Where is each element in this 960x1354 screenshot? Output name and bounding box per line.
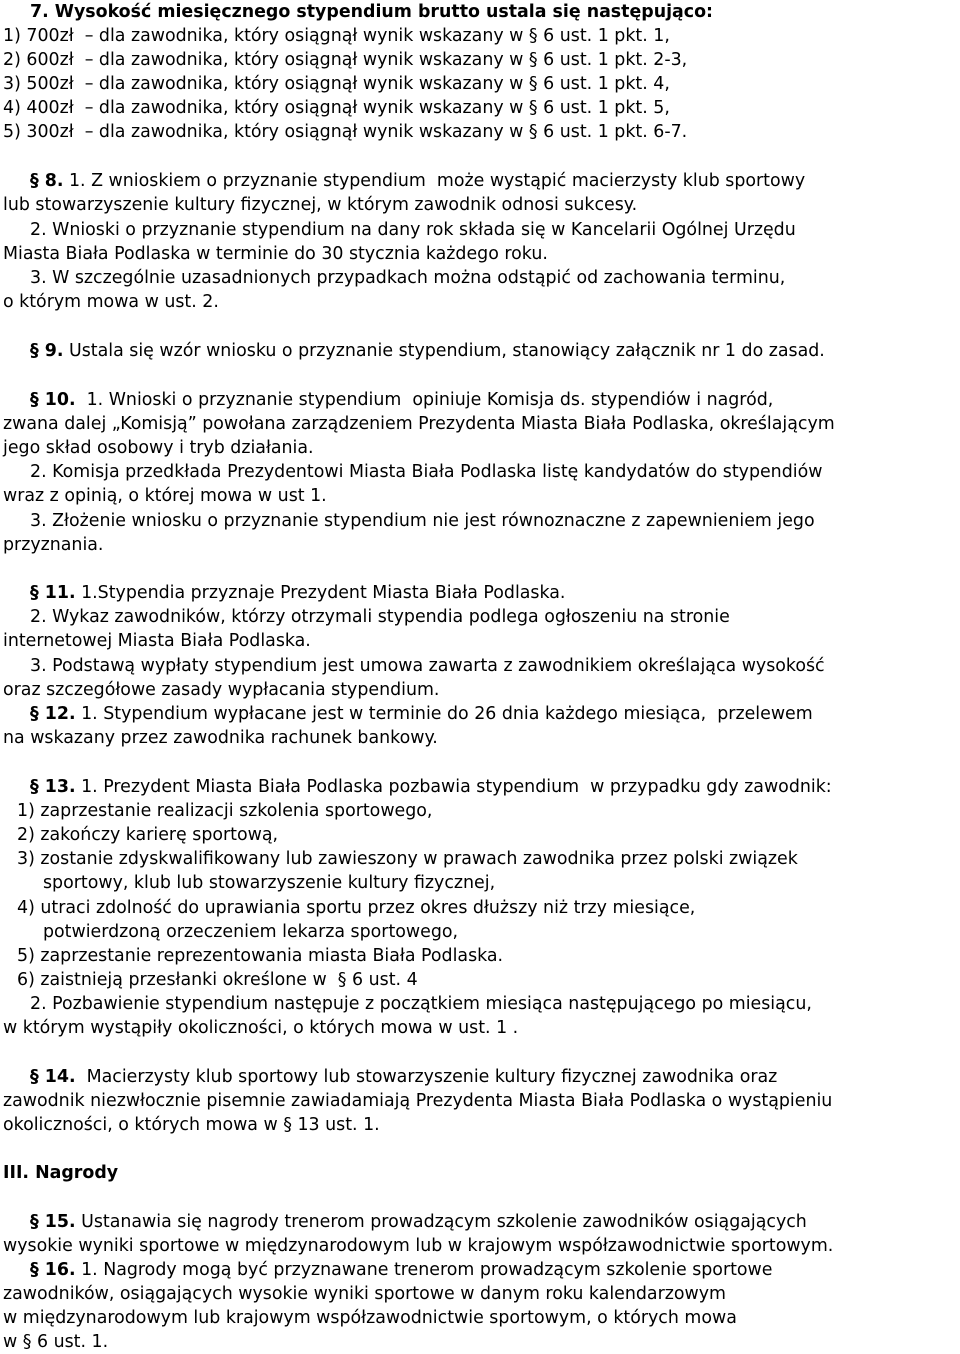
section-13-intro: § 13. 1. Prezydent Miasta Biała Podlaska pozbawia stypendium w przypadku gdy zawodnik: — [30, 777, 832, 797]
section-7-title: 7. Wysokość miesięcznego stypendium brutto ustala się następująco: — [30, 2, 714, 22]
section-8-para-3-cont: o którym mowa w ust. 2. — [3, 292, 219, 312]
section-11-para-2: 2. Wykaz zawodników, którzy otrzymali stypendia podlega ogłoszeniu na stronie — [30, 607, 730, 627]
section-7-item-5: 5) 300zł – dla zawodnika, który osiągnął wynik wskazany w § 6 ust. 1 pkt. 6-7. — [3, 122, 688, 142]
section-13-number: § 13. — [30, 777, 76, 797]
section-13-para-2-cont: w którym wystąpiły okoliczności, o których mowa w ust. 1 . — [3, 1018, 519, 1038]
section-10-para-1-cont-2: jego skład osobowy i tryb działania. — [3, 438, 314, 458]
section-13-item-5: 5) zaprzestanie reprezentowania miasta Biała Podlaska. — [17, 946, 504, 966]
section-14-line-2: zawodnik niezwłocznie pisemnie zawiadamiają Prezydenta Miasta Biała Podlaska o wystąpieniu — [3, 1091, 833, 1111]
section-13-item-6: 6) zaistnieją przesłanki określone w § 6 ust. 4 — [17, 970, 418, 990]
section-14-line-3: okoliczności, o których mowa w § 13 ust. 1. — [3, 1115, 380, 1135]
section-11-number: § 11. — [30, 583, 76, 603]
section-10-para-2: 2. Komisja przedkłada Prezydentowi Miasta Biała Podlaska listę kandydatów do stypendiów — [30, 462, 823, 482]
section-16-line-3: w międzynarodowym lub krajowym współzawodnictwie sportowym, o których mowa — [3, 1308, 737, 1328]
section-8-para-3: 3. W szczególnie uzasadnionych przypadkach można odstąpić od zachowania terminu, — [30, 268, 786, 288]
section-10-para-1: § 10. 1. Wnioski o przyznanie stypendium opiniuje Komisja ds. stypendiów i nagród, — [30, 390, 774, 410]
section-7-item-1: 1) 700zł – dla zawodnika, który osiągnął wynik wskazany w § 6 ust. 1 pkt. 1, — [3, 26, 670, 46]
section-8-para-1-cont: lub stowarzyszenie kultury fizycznej, w którym zawodnik odnosi sukcesy. — [3, 195, 638, 215]
section-11-para-3: 3. Podstawą wypłaty stypendium jest umowa zawarta z zawodnikiem określająca wysokość — [30, 656, 825, 676]
section-16-line-4: w § 6 ust. 1. — [3, 1332, 109, 1352]
section-8-para-1: § 8. 1. Z wnioskiem o przyznanie stypendium może wystąpić macierzysty klub sportowy — [30, 171, 806, 191]
section-8-para-2-cont: Miasta Biała Podlaska w terminie do 30 stycznia każdego roku. — [3, 244, 548, 264]
section-16-line-2: zawodników, osiągających wysokie wyniki sportowe w danym roku kalendarzowym — [3, 1284, 726, 1304]
section-12-number: § 12. — [30, 704, 76, 724]
section-9-number: § 9. — [30, 341, 64, 361]
section-9: § 9. Ustala się wzór wniosku o przyznanie stypendium, stanowiący załącznik nr 1 do zasad. — [30, 341, 825, 361]
section-10-number: § 10. — [30, 390, 76, 410]
section-13-item-4-cont: potwierdzoną orzeczeniem lekarza sportowego, — [43, 922, 459, 942]
section-13-item-4: 4) utraci zdolność do uprawiania sportu przez okres dłuższy niż trzy miesiące, — [17, 898, 696, 918]
section-11-para-1: § 11. 1.Stypendia przyznaje Prezydent Miasta Biała Podlaska. — [30, 583, 566, 603]
section-10-para-3-cont: przyznania. — [3, 535, 104, 555]
section-14-line-1: § 14. Macierzysty klub sportowy lub stowarzyszenie kultury fizycznej zawodnika oraz — [30, 1067, 778, 1087]
section-15-number: § 15. — [30, 1212, 76, 1232]
section-13-para-2: 2. Pozbawienie stypendium następuje z początkiem miesiąca następującego po miesiącu, — [30, 994, 812, 1014]
section-7-item-3: 3) 500zł – dla zawodnika, który osiągnął wynik wskazany w § 6 ust. 1 pkt. 4, — [3, 74, 670, 94]
section-13-item-1: 1) zaprzestanie realizacji szkolenia sportowego, — [17, 801, 433, 821]
section-16-line-1: § 16. 1. Nagrody mogą być przyznawane trenerom prowadzącym szkolenie sportowe — [30, 1260, 773, 1280]
section-8-number: § 8. — [30, 171, 64, 191]
section-13-item-2: 2) zakończy karierę sportową, — [17, 825, 279, 845]
section-7-item-4: 4) 400zł – dla zawodnika, który osiągnął wynik wskazany w § 6 ust. 1 pkt. 5, — [3, 98, 670, 118]
section-13-item-3: 3) zostanie zdyskwalifikowany lub zawieszony w prawach zawodnika przez polski związek — [17, 849, 798, 869]
section-11-para-3-cont: oraz szczegółowe zasady wypłacania stypendium. — [3, 680, 440, 700]
section-10-para-3: 3. Złożenie wniosku o przyznanie stypendium nie jest równoznaczne z zapewnieniem jego — [30, 511, 815, 531]
section-8-para-2: 2. Wnioski o przyznanie stypendium na dany rok składa się w Kancelarii Ogólnej Urzędu — [30, 220, 796, 240]
section-13-item-3-cont: sportowy, klub lub stowarzyszenie kultury fizycznej, — [43, 873, 496, 893]
chapter-heading: III. Nagrody — [3, 1163, 119, 1183]
section-12-para-1-cont: na wskazany przez zawodnika rachunek bankowy. — [3, 728, 438, 748]
section-14-number: § 14. — [30, 1067, 76, 1087]
section-15-line-1: § 15. Ustanawia się nagrody trenerom prowadzącym szkolenie zawodników osiągających — [30, 1212, 807, 1232]
section-10-para-2-cont: wraz z opinią, o której mowa w ust 1. — [3, 486, 327, 506]
section-12-para-1: § 12. 1. Stypendium wypłacane jest w terminie do 26 dnia każdego miesiąca, przelewem — [30, 704, 813, 724]
section-16-number: § 16. — [30, 1260, 76, 1280]
section-11-para-2-cont: internetowej Miasta Biała Podlaska. — [3, 631, 311, 651]
section-7-item-2: 2) 600zł – dla zawodnika, który osiągnął wynik wskazany w § 6 ust. 1 pkt. 2-3, — [3, 50, 688, 70]
section-15-line-2: wysokie wyniki sportowe w międzynarodowym lub w krajowym współzawodnictwie sportowym. — [3, 1236, 834, 1256]
section-10-para-1-cont: zwana dalej „Komisją” powołana zarządzeniem Prezydenta Miasta Biała Podlaska, określającym — [3, 414, 835, 434]
